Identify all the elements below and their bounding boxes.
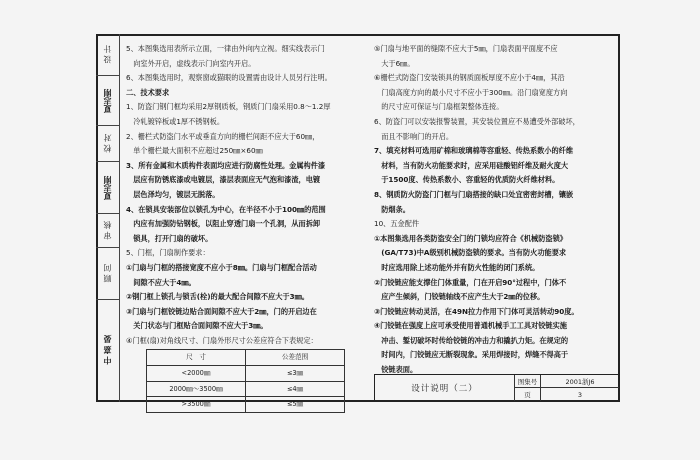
text-line: 铰链表面。 [374,365,418,375]
text-line: 5、本图集选用表所示立面，一律由外向内立视。细实线表示门 [126,44,325,53]
text-line: ②钢门框上锁孔与锁舌(栓)的最大配合间隙不应大于3㎜。 [126,292,309,302]
text-line: ②门铰链应能支撑住门体重量，门在开启90°过程中，门体不 [374,277,567,287]
table-cell: <2000㎜ [147,366,246,382]
section-heading: 10、五金配件 [374,219,420,229]
title-block [374,374,620,402]
text-line: 4、在锁具安装部位以锁孔为中心，在半径不小于100㎜的范围 [126,204,326,214]
text-line: ④门框(扇)对角线尺寸、门扇外形尺寸公差应符合下表规定： [126,335,318,345]
section-heading: 二、技术要求 [126,87,170,97]
text-line: 门扇高度方向的最小尺寸不应小于300㎜。沿门扇宽度方向 [374,87,568,97]
text-line: 7、填充材料可选用矿棉和玻璃棉等容重轻、传热系数小的纤维 [374,146,574,156]
text-line: 时间内，门铰链应无断裂现象。采用焊接时，焊缝不得高于 [374,350,569,360]
sidebar-cell-checker-sign: 夏志刚 [96,162,119,214]
text-line: 的尺寸应可保证与门扇框架整体连接。 [374,102,504,112]
page-label: 页 [515,388,541,401]
text-line: 层色泽均匀，镀层无脱落。 [126,189,220,199]
text-line: 8、钢质防火防盗门门框与门扇搭接的缺口处宜密密封槽，镶嵌 [374,189,574,199]
sidebar-cell-checker: 校 对 [96,126,119,162]
text-line: ①门扇与门框的搭接宽度不应小于8㎜。门扇与门框配合活动 [126,262,317,272]
text-line: 5、门框，门扇制作要求： [126,248,210,258]
page-number: 3 [577,390,583,399]
text-line: 2、栅栏式防盗门水平或垂直方向的栅栏间距不应大于60㎜， [126,131,320,141]
text-line: 6、本图集选用时，观察窗或猫眼的设置需由设计人员另行注明。 [126,73,332,83]
page-number-row [515,388,619,401]
text-line: 冷轧镀锌板或1厚不锈钢板。 [126,116,225,126]
sidebar-cell-designer: 设 计 [96,34,119,76]
text-line: 单个栅栏最大面积不应超过250㎜×60㎜ [126,146,263,156]
sheet-title: 设计说明（二） [375,375,515,401]
text-line: 材料，当有防火功能要求时，应采用硅酸铝纤维及耐火度大 [374,160,569,170]
text-line: ⑤门扇与地平面的缝隙不应大于5㎜，门扇表面平面度不应 [374,44,558,53]
text-line: 间隙不应大于4㎜。 [126,277,196,287]
text-line: 关门状态与门框贴合面间隙不应大于3㎜。 [126,321,268,331]
right-column-text [374,42,614,378]
signature-sidebar [96,34,120,402]
atlas-number-row [515,375,619,388]
title-block-grid [515,375,621,401]
atlas-number-value: 2001浙J6 [565,378,595,386]
text-line: 时应选用除上述功能外并有防火性能的闭门系统。 [374,262,540,272]
text-line: ①本图集选用各类防盗安全门的门锁均应符合《机械防盗锁》 [374,233,567,243]
left-column-text [126,42,370,413]
text-line: 防烟条。 [374,204,410,214]
text-line: 内应有加强防钻钢板，以阻止穿透门扇一个孔洞，从而拆卸 [126,219,321,229]
text-line: 冲击、錾切破坏时传给铰链的冲击力和撬扒力矩。在规定的 [374,335,569,345]
table-cell: ≤5㎜ [246,397,345,413]
text-line: ③门铰链应转动灵活，在49N拉力作用下门体可灵活转动90度。 [374,306,579,316]
text-line: (GA/T73)中A级别机械防盗锁的要求。当有防火功能要求 [374,248,567,258]
table-cell: ≤3㎜ [246,366,345,382]
atlas-number-label: 图集号 [515,375,541,388]
table-cell: >3500㎜ [147,397,246,413]
text-line: 锁具，打开门扇的破坏。 [126,233,213,243]
table-header-row [147,350,345,366]
text-line: 向室外开启，虚线表示门向室内开启。 [126,58,256,68]
text-line: ③门扇与门框铰链边贴合面间隙不应大于2㎜，门的开启边在 [126,306,317,316]
text-line: 于1500度、传热系数小、容重轻的优质防火纤维材料。 [374,175,560,185]
text-line: 应产生倾斜，门铰链轴线不应产生大于2㎜的位移。 [374,292,545,302]
table-cell: ≤4㎜ [246,381,345,397]
table-row [147,366,345,382]
table-cell: 2000㎜～3500㎜ [147,381,246,397]
text-line: 层应有防锈底漆或电镀层，漆层表面应无气泡和漆渣，电镀 [126,175,321,185]
text-line: 而且不影响门的开启。 [374,131,454,141]
sidebar-cell-advisor-sign: 中 嘉 晏 [102,335,112,365]
text-line: 6、防盗门可以安装报警装置，其安装位置应不易遭受外部破坏， [374,116,580,126]
sidebar-cell-advisor: 顾 问 [96,248,119,300]
text-line: 大于6㎜。 [374,58,415,68]
table-header-cell: 尺 寸 [147,350,246,366]
text-line: ④门铰链在强度上应可承受使用普通机械手工工具对铰链实施 [374,321,567,331]
table-row [147,381,345,397]
tolerance-table [146,349,345,412]
sidebar-cell-designer-sign: 夏志刚 [96,76,119,126]
table-header-cell: 公差范围 [246,350,345,366]
text-line: 1、防盗门钢门框均采用2厚钢质板，钢质门门扇采用0.8～1.2厚 [126,102,331,112]
text-line: ⑥栅栏式防盗门安装锁具的钢质面板厚度不应小于4㎜，其沿 [374,73,565,83]
sidebar-cell-reviewer: 审 核 [96,214,119,248]
table-row [147,397,345,413]
text-line: 3、所有金属和木质构件表面均应进行防腐性处理。金属构件漆 [126,160,326,170]
